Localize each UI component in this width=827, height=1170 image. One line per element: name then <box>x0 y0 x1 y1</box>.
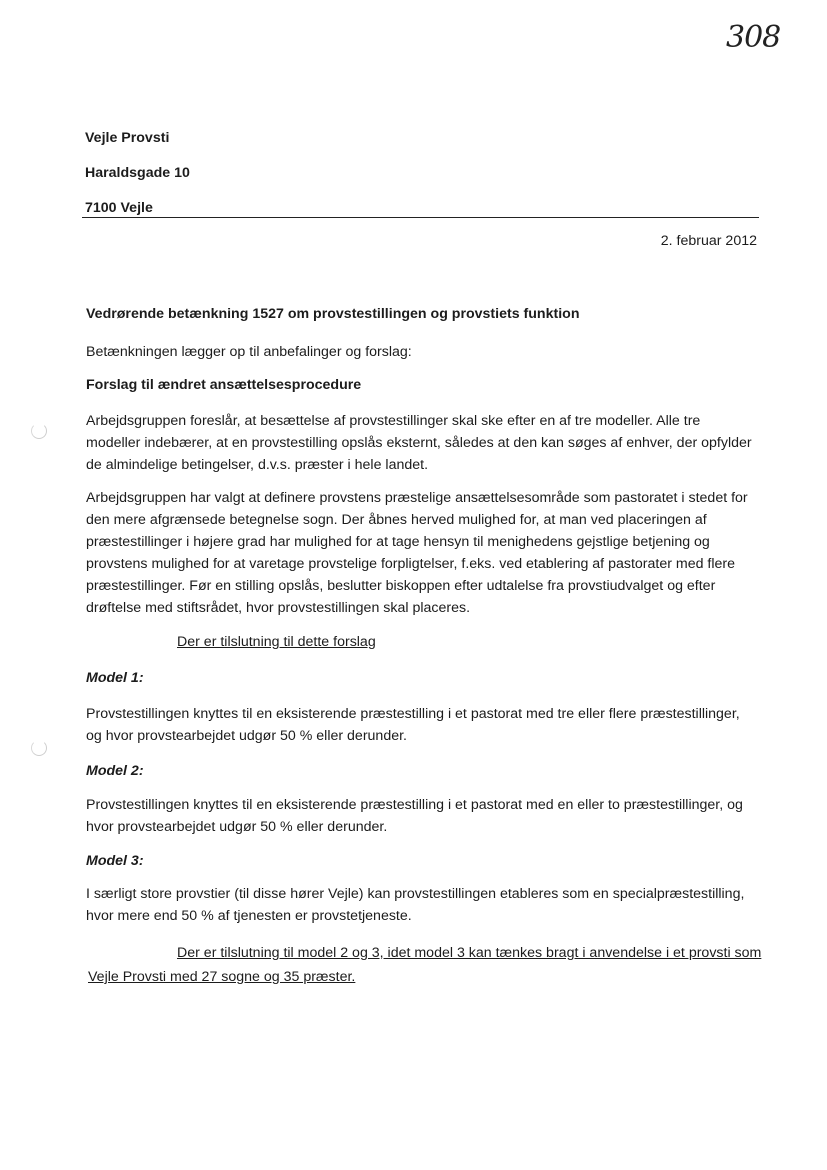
model-1-text: Provstestillingen knyttes til en eksisterende præstestilling i et pastorat med tre eller flere præstestillinger, og hvor provstearbejdet udgør 50 % eller derunder. <box>86 706 740 744</box>
model-3-title: Model 3: <box>86 853 144 869</box>
sender-city: 7100 Vejle <box>85 200 153 216</box>
support-statement-2: Der er tilslutning til model 2 og 3, idet model 3 kan tænkes bragt i anvendelse i et provsti som Vejle Provsti med 27 sogne og 35 præster. <box>88 945 762 985</box>
model-1-title: Model 1: <box>86 670 144 686</box>
paragraph-2: Arbejdsgruppen har valgt at definere provstens præstelige ansættelsesområde som pastoratet i stedet for den mere afgrænsede betegnelse sogn. Der åbnes herved mulighed for, at man ved placeringen af præstestillinger i højere grad har mulighed for at tage hensyn til menighedens gejstlige betjening og provstens mulighed for at varetage provstelige forpligtelser, f.eks. ved etablering af pastorater med flere præstestillinger. Før en stilling opslås, beslutter biskoppen efter udtalelse fra provstiudvalget og efter drøftelse med stiftsrådet, hvor provstestillingen skal placeres. <box>86 490 748 616</box>
intro-text: Betænkningen lægger op til anbefalinger og forslag: <box>86 344 412 360</box>
sender-name: Vejle Provsti <box>85 130 170 146</box>
model-2-title: Model 2: <box>86 763 144 779</box>
sender-street: Haraldsgade 10 <box>85 165 190 181</box>
support-statement-1: Der er tilslutning til dette forslag <box>177 634 376 650</box>
model-3-text: I særligt store provstier (til disse hører Vejle) kan provstestillingen etableres som en specialpræstestilling, hvor mere end 50 % af tjenesten er provstetjeneste. <box>86 886 745 924</box>
letter-date: 2. februar 2012 <box>660 233 757 249</box>
subject-line: Vedrørende betænkning 1527 om provstestillingen og provstiets funktion <box>86 306 580 322</box>
procedure-heading: Forslag til ændret ansættelsesprocedure <box>86 377 362 393</box>
paragraph-1: Arbejdsgruppen foreslår, at besættelse af provstestillinger skal ske efter en af tre modeller. Alle tre modeller indebærer, at en provstestilling opslås eksternt, således at den kan søges af enhver, der opfylder de almindelige betingelser, d.v.s. præster i hele landet. <box>86 413 752 473</box>
punch-hole-mark <box>31 423 47 439</box>
header-divider <box>82 217 759 218</box>
punch-hole-mark <box>31 740 47 756</box>
model-2-text: Provstestillingen knyttes til en eksisterende præstestilling i et pastorat med en eller to præstestillinger, og hvor provstearbejdet udgør 50 % eller derunder. <box>86 797 743 835</box>
handwritten-page-number: 308 <box>726 20 781 55</box>
